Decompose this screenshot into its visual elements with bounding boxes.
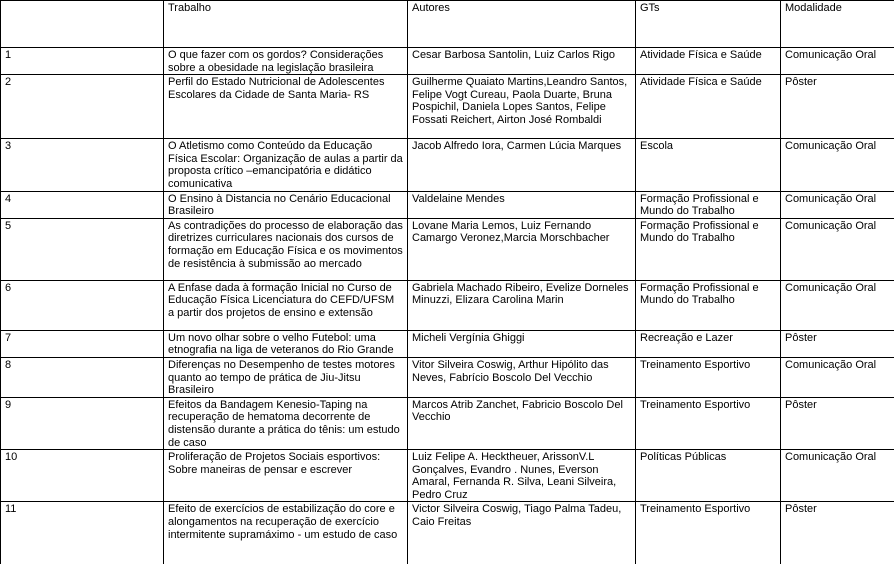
cell-num: 11 [1, 502, 164, 564]
cell-modalidade: Pôster [781, 397, 894, 449]
cell-num: 9 [1, 397, 164, 449]
cell-autores: Vitor Silveira Coswig, Arthur Hipólito das Neves, Fabrício Boscolo Del Vecchio [408, 357, 636, 397]
cell-trabalho: O Atletismo como Conteúdo da Educação Física Escolar: Organização de aulas a partir da proposta crítico –emancipatória e didático comunicativa [164, 139, 408, 191]
cell-trabalho: A Enfase dada à formação Inicial no Curso de Educação Física Licenciatura do CEFD/UFSM a partir dos projetos de ensino e extensão [164, 280, 408, 330]
cell-autores: Cesar Barbosa Santolin, Luiz Carlos Rigo [408, 48, 636, 75]
cell-gts: Atividade Física e Saúde [636, 75, 781, 139]
cell-num: 10 [1, 450, 164, 502]
cell-num: 3 [1, 139, 164, 191]
table-row [1, 280, 894, 330]
cell-autores: Valdelaine Mendes [408, 191, 636, 218]
cell-gts: Formação Profissional e Mundo do Trabalho [636, 191, 781, 218]
cell-autores: Victor Silveira Coswig, Tiago Palma Tadeu, Caio Freitas [408, 502, 636, 564]
header-row [1, 1, 894, 48]
cell-trabalho: O Ensino à Distancia no Cenário Educacional Brasileiro [164, 191, 408, 218]
table-row [1, 397, 894, 449]
cell-num: 8 [1, 357, 164, 397]
cell-autores: Gabriela Machado Ribeiro, Evelize Dorneles Minuzzi, Elizara Carolina Marin [408, 280, 636, 330]
cell-num: 4 [1, 191, 164, 218]
cell-gts: Escola [636, 139, 781, 191]
cell-autores: Guilherme Quaiato Martins,Leandro Santos, Felipe Vogt Cureau, Paola Duarte, Bruna Pospichil, Daniela Lopes Santos, Felipe Fossati Reichert, Airton José Rombaldi [408, 75, 636, 139]
cell-modalidade: Comunicação Oral [781, 357, 894, 397]
table-row [1, 450, 894, 502]
cell-modalidade: Pôster [781, 75, 894, 139]
cell-trabalho: O que fazer com os gordos? Considerações sobre a obesidade na legislação brasileira [164, 48, 408, 75]
cell-autores: Micheli Vergínia Ghiggi [408, 330, 636, 357]
cell-gts: Formação Profissional e Mundo do Trabalho [636, 280, 781, 330]
table-row [1, 48, 894, 75]
table-row [1, 330, 894, 357]
table-row [1, 139, 894, 191]
header-autores: Autores [408, 1, 636, 48]
cell-modalidade: Comunicação Oral [781, 280, 894, 330]
cell-trabalho: Proliferação de Projetos Sociais esportivos: Sobre maneiras de pensar e escrever [164, 450, 408, 502]
header-num [1, 1, 164, 48]
header-modalidade: Modalidade [781, 1, 894, 48]
cell-modalidade: Pôster [781, 502, 894, 564]
header-trabalho: Trabalho [164, 1, 408, 48]
cell-modalidade: Pôster [781, 330, 894, 357]
cell-trabalho: Perfil do Estado Nutricional de Adolescentes Escolares da Cidade de Santa Maria- RS [164, 75, 408, 139]
table-row [1, 75, 894, 139]
cell-gts: Políticas Públicas [636, 450, 781, 502]
table-row [1, 357, 894, 397]
cell-autores: Marcos Atrib Zanchet, Fabricio Boscolo Del Vecchio [408, 397, 636, 449]
header-gts: GTs [636, 1, 781, 48]
cell-num: 5 [1, 218, 164, 280]
cell-num: 7 [1, 330, 164, 357]
cell-modalidade: Comunicação Oral [781, 191, 894, 218]
table-row [1, 502, 894, 564]
cell-trabalho: Um novo olhar sobre o velho Futebol: uma etnografia na liga de veteranos do Rio Grande [164, 330, 408, 357]
cell-trabalho: Diferenças no Desempenho de testes motores quanto ao tempo de prática de Jiu-Jitsu Brasileiro [164, 357, 408, 397]
cell-autores: Luiz Felipe A. Hecktheuer, ArissonV.L Gonçalves, Evandro . Nunes, Everson Amaral, Fernanda R. Silva, Leani Silveira, Pedro Cruz [408, 450, 636, 502]
cell-gts: Formação Profissional e Mundo do Trabalho [636, 218, 781, 280]
cell-gts: Atividade Física e Saúde [636, 48, 781, 75]
cell-modalidade: Comunicação Oral [781, 139, 894, 191]
cell-num: 6 [1, 280, 164, 330]
cell-trabalho: Efeitos da Bandagem Kenesio-Taping na recuperação de hematoma decorrente de distensão durante a prática do tênis: um estudo de caso [164, 397, 408, 449]
cell-modalidade: Comunicação Oral [781, 450, 894, 502]
cell-modalidade: Comunicação Oral [781, 48, 894, 75]
cell-autores: Jacob Alfredo Iora, Carmen Lúcia Marques [408, 139, 636, 191]
cell-modalidade: Comunicação Oral [781, 218, 894, 280]
cell-gts: Treinamento Esportivo [636, 502, 781, 564]
cell-trabalho: As contradições do processo de elaboração das diretrizes curriculares nacionais dos cursos de formação em Educação Física e os movimentos de resistência à submissão ao mercado [164, 218, 408, 280]
table-row [1, 218, 894, 280]
cell-trabalho: Efeito de exercícios de estabilização do core e alongamentos na recuperação de exercício intermitente supramáximo - um estudo de caso [164, 502, 408, 564]
cell-num: 1 [1, 48, 164, 75]
cell-num: 2 [1, 75, 164, 139]
cell-autores: Lovane Maria Lemos, Luiz Fernando Camargo Veronez,Marcia Morschbacher [408, 218, 636, 280]
cell-gts: Treinamento Esportivo [636, 357, 781, 397]
table-row [1, 191, 894, 218]
cell-gts: Recreação e Lazer [636, 330, 781, 357]
cell-gts: Treinamento Esportivo [636, 397, 781, 449]
